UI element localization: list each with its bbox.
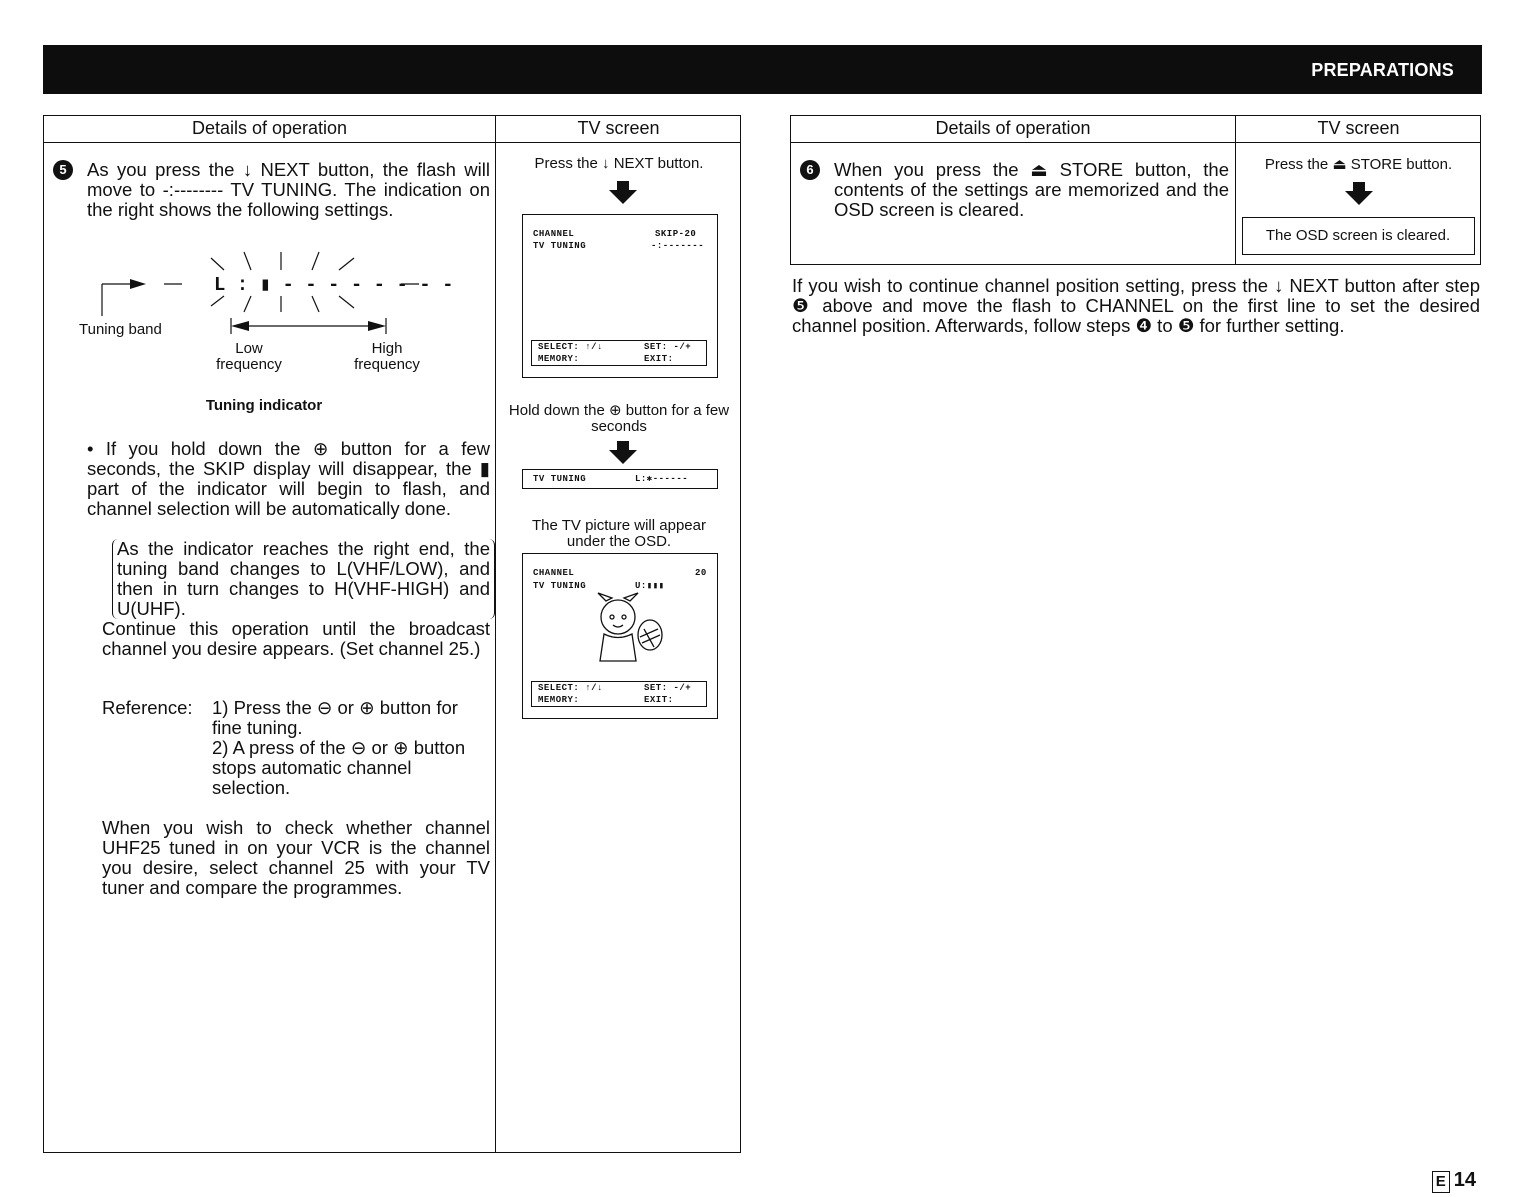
screen3-channel-value: 20 — [695, 568, 707, 578]
page-letter: E — [1432, 1171, 1450, 1193]
right-col2-header: TV screen — [1317, 118, 1400, 138]
screen1-skip: SKIP-20 — [655, 229, 697, 239]
reference-1: 1) Press the ⊖ or ⊕ button for fine tuning. — [212, 697, 458, 738]
tv-caption-picture: The TV picture will appear under the OSD. — [532, 517, 706, 550]
screen3-tv-tuning: TV TUNING — [533, 581, 587, 591]
screen1-memory: MEMORY: — [538, 354, 580, 364]
screen3-channel: CHANNEL — [533, 568, 575, 578]
screen3-select: SELECT: ↑/↓ — [538, 683, 603, 693]
left-table — [43, 115, 741, 1153]
tv-caption-next: Press the ↓ NEXT button. — [534, 155, 704, 172]
down-arrow-icon — [608, 181, 638, 205]
screen3-set: SET: -/+ — [644, 683, 692, 693]
left-col2-header: TV screen — [577, 118, 660, 138]
screen1-select: SELECT: ↑/↓ — [538, 342, 603, 352]
girl-illustration — [578, 589, 678, 669]
low-frequency-label: Low frequency — [216, 340, 282, 373]
down-arrow-icon — [1344, 182, 1374, 206]
check-channel-text: When you wish to check whether channel UHF25 tuned in on your VCR is the channel you desire, select channel 25 with your TV tuner and compare the programmes. — [102, 817, 490, 898]
screen1-flash-dashes: -:------- — [651, 241, 705, 251]
osd-cleared-text: The OSD screen is cleared. — [1265, 227, 1451, 244]
step-6-text: When you press the ⏏ STORE button, the contents of the settings are memorized and the OSD screen is cleared. — [834, 159, 1229, 220]
tv-screen-1 — [522, 214, 718, 378]
hold-down-bullet: • If you hold down the ⊕ button for a few seconds, the SKIP display will disappear, the ▮ part of the indicator will begin to flash, and channel selection will be automatically done. — [87, 438, 490, 519]
screen2-indicator: L:✱------ — [635, 474, 689, 484]
band-change-note: As the indicator reaches the right end, the tuning band changes to L(VHF/LOW), and then in turn changes to H(VHF-HIGH) and U(UHF). — [112, 539, 495, 619]
page-number-value: 14 — [1453, 1169, 1476, 1191]
tuning-band-label: Tuning band — [79, 321, 162, 338]
reference-2: 2) A press of the ⊖ or ⊕ button stops automatic channel selection. — [212, 737, 466, 798]
screen1-tv-tuning: TV TUNING — [533, 241, 587, 251]
screen3-exit: EXIT: — [644, 695, 674, 705]
tuning-indicator-caption: Tuning indicator — [205, 397, 323, 414]
screen1-exit: EXIT: — [644, 354, 674, 364]
screen3-menu-box — [531, 681, 707, 707]
screen1-set: SET: -/+ — [644, 342, 692, 352]
section-title: PREPARATIONS — [1311, 60, 1454, 80]
osd-cleared-box — [1242, 217, 1475, 255]
tv-caption-store: Press the ⏏ STORE button. — [1264, 156, 1453, 173]
step-number: 6 — [800, 160, 820, 180]
tv-screen-2 — [522, 469, 718, 489]
screen1-menu-box — [531, 340, 707, 366]
tv-caption-hold: Hold down the ⊕ button for a few seconds — [508, 402, 730, 435]
continue-setting-note: If you wish to continue channel position setting, press the ↓ NEXT button after step ❺ above and move the flash to CHANNEL on the first line to set the desired channel position. Afterwards, follow steps ❹ to ❺ for further setting. — [792, 275, 1480, 336]
high-frequency-label: High frequency — [354, 340, 420, 373]
down-arrow-icon — [608, 441, 638, 465]
left-col1-header: Details of operation — [191, 118, 348, 138]
screen2-tv-tuning: TV TUNING — [533, 474, 587, 484]
tv-screen-3 — [522, 553, 718, 719]
right-table — [790, 115, 1481, 265]
screen1-channel: CHANNEL — [533, 229, 575, 239]
page-number — [1432, 1169, 1476, 1193]
screen3-memory: MEMORY: — [538, 695, 580, 705]
right-col1-header: Details of operation — [935, 118, 1091, 138]
continue-text: Continue this operation until the broadcast channel you desire appears. (Set channel 25.) — [102, 618, 490, 659]
screen3-indicator: U:▮▮▮ — [635, 581, 665, 591]
reference-label: Reference: — [102, 697, 193, 718]
header-banner — [43, 45, 1482, 94]
indicator-text: L : ▮ - - - - - - - - — [214, 274, 454, 296]
step-5-text: As you press the ↓ NEXT button, the flash will move to -:-------- TV TUNING. The indication on the right shows the following settings. — [87, 159, 490, 220]
step-number: 5 — [53, 160, 73, 180]
